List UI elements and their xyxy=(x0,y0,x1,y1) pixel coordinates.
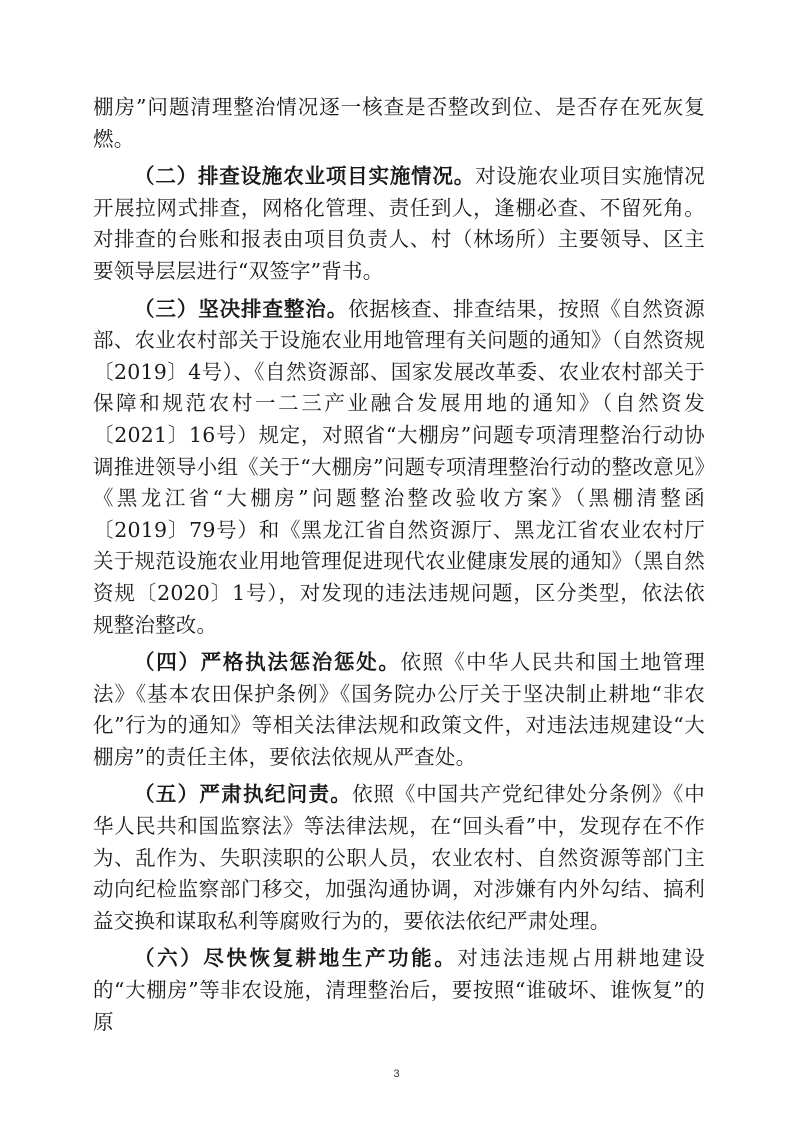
paragraph-section-2 xyxy=(93,161,705,287)
paragraph-continuation xyxy=(93,92,705,155)
paragraph-body: 依据核查、排查结果，按照《自然资源部、农业农村部关于设施农业用地管理有关问题的通知》（自然资规〔2019〕4号）、《自然资源部、国家发展改革委、农业农村部关于保障和规范农村一二三产业融合发展用地的通知》（自然资发〔2021〕16号）规定，对照省“大棚房”问题专项清理整治行动协调推进领导小组《关于“大棚房”问题专项清理整治行动的整改意见》《黑龙江省“大棚房”问题整治整改验收方案》（黑棚清整函〔2019〕79号）和《黑龙江省自然资源厅、黑龙江省农业农村厅关于规范设施农业用地管理促进现代农业健康发展的通知》（黑自然资规〔2020〕1号），对发现的违法违规问题，区分类型，依法依规整治整改。 xyxy=(93,296,706,637)
paragraph-body: 对违法违规占用耕地建设的“大棚房”等非农设施，清理整治后，要按照“谁破坏、谁恢复”的原 xyxy=(93,946,705,1034)
section-heading: （三）坚决排查整治。 xyxy=(134,296,349,321)
document-page xyxy=(93,92,705,1044)
paragraph-section-4 xyxy=(93,647,705,773)
section-heading: （五）严肃执纪问责。 xyxy=(134,782,353,807)
page-number: 3 xyxy=(393,1068,400,1080)
paragraph-body: 棚房”问题清理整治情况逐一核查是否整改到位、是否存在死灰复燃。 xyxy=(93,95,705,151)
paragraph-section-6 xyxy=(93,943,705,1038)
paragraph-body: 对设施农业项目实施情况开展拉网式排查，网格化管理、责任到人，逢棚必查、不留死角。对排查的台账和报表由项目负责人、村（林场所）主要领导、区主要领导层层进行“双签字”背书。 xyxy=(93,164,705,283)
section-heading: （四）严格执法惩治惩处。 xyxy=(134,650,401,675)
section-heading: （二）排查设施农业项目实施情况。 xyxy=(134,164,476,189)
paragraph-section-3 xyxy=(93,294,705,642)
section-heading: （六）尽快恢复耕地生产功能。 xyxy=(134,946,458,971)
paragraph-body: 依照《中国共产党纪律处分条例》《中华人民共和国监察法》等法律法规，在“回头看”中，发现存在不作为、乱作为、失职渎职的公职人员，农业农村、自然资源等部门主动向纪检监察部门移交，加强沟通协调，对涉嫌有内外勾结、搞利益交换和谋取私利等腐败行为的，要依法依纪严肃处理。 xyxy=(93,782,705,933)
paragraph-section-5 xyxy=(93,779,705,937)
paragraph-body: 依照《中华人民共和国土地管理法》《基本农田保护条例》《国务院办公厅关于坚决制止耕地“非农化”行为的通知》等相关法律法规和政策文件，对违法违规建设“大棚房”的责任主体，要依法依规从严查处。 xyxy=(93,650,705,769)
